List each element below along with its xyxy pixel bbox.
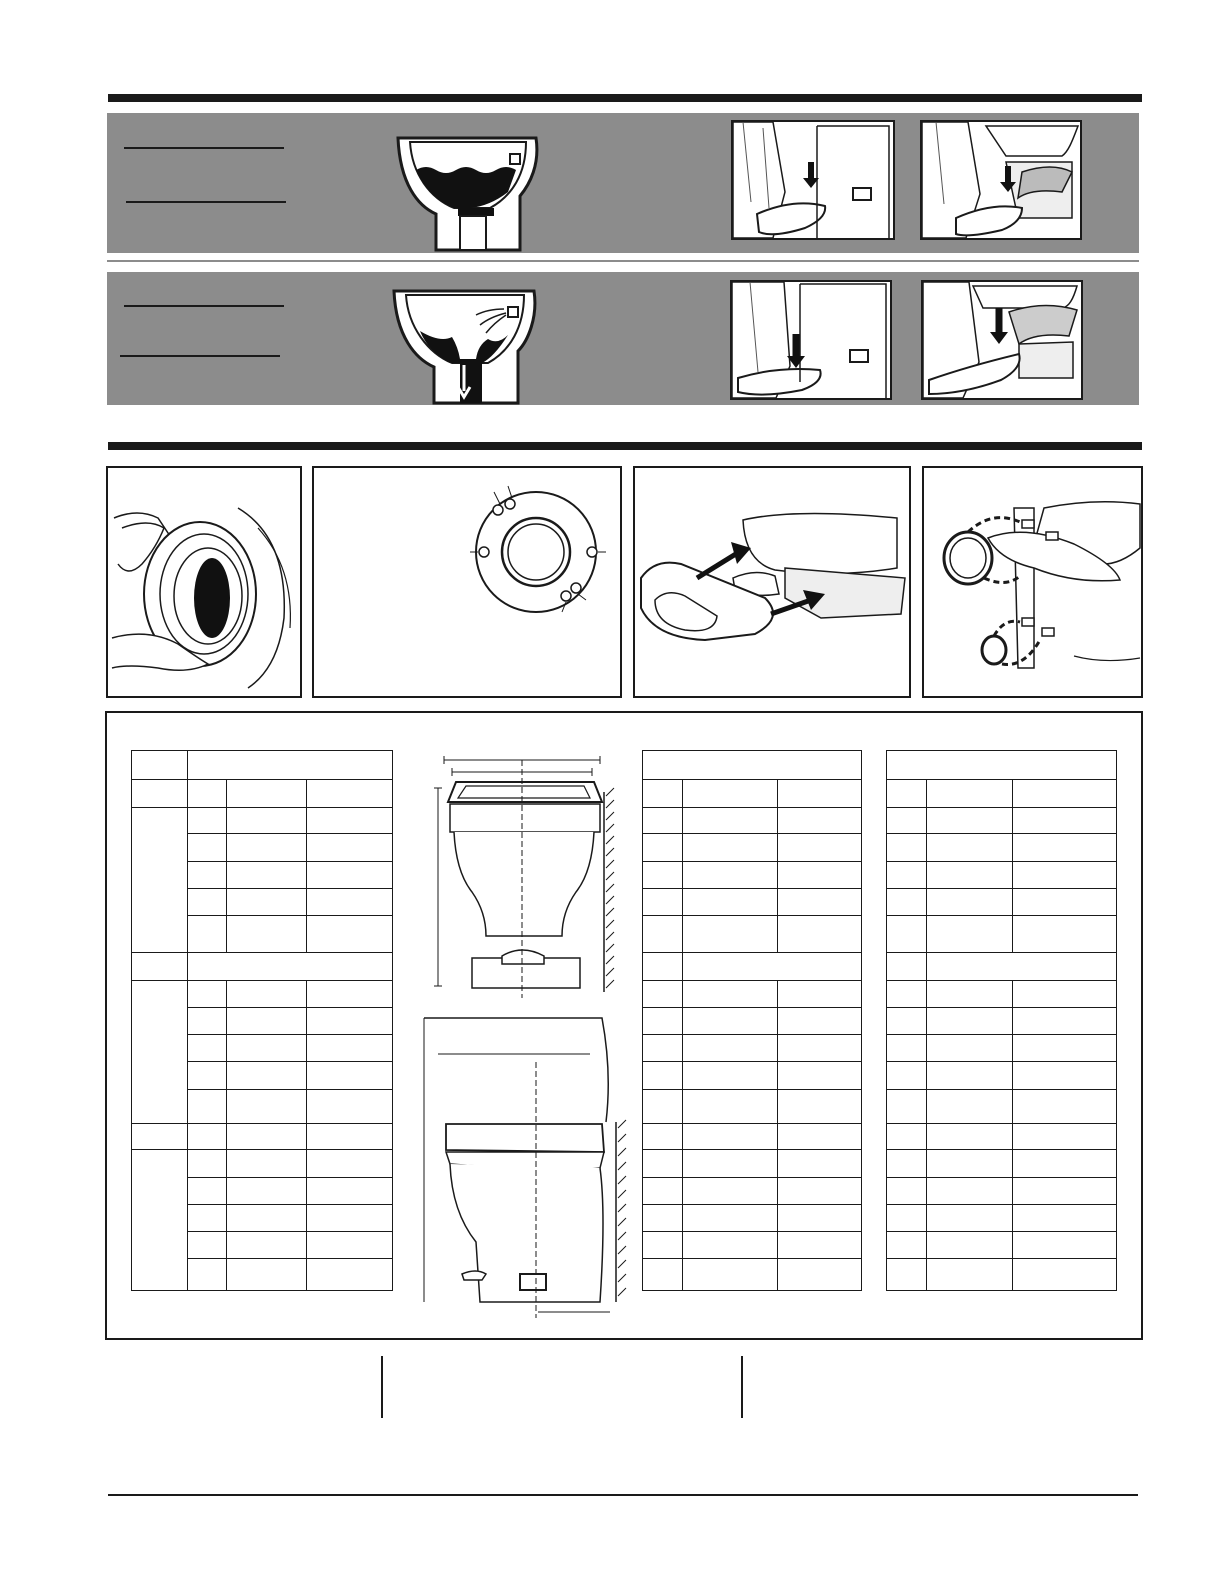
table-cell — [927, 953, 1117, 981]
table-cell — [643, 1259, 683, 1291]
table-cell — [927, 862, 1013, 889]
table-cell — [778, 834, 862, 862]
table-row — [887, 1008, 1117, 1035]
table-cell — [778, 780, 862, 808]
table-cell — [683, 1178, 778, 1205]
table-row — [643, 889, 862, 916]
table-row — [643, 862, 862, 889]
spec-table-middle — [642, 750, 862, 1291]
table-cell — [778, 862, 862, 889]
caption-line-2b — [120, 355, 280, 357]
table-cell — [1013, 1090, 1117, 1124]
foot-pedal-flush-full-icon — [921, 280, 1083, 400]
table-row — [643, 1178, 862, 1205]
table-row — [643, 1090, 862, 1124]
table-cell — [307, 1150, 393, 1178]
table-cell — [643, 1090, 683, 1124]
table-cell — [307, 1259, 393, 1291]
table-cell — [927, 808, 1013, 834]
table-cell — [227, 1062, 307, 1090]
table-cell — [887, 1124, 927, 1150]
table-cell — [227, 808, 307, 834]
table-cell — [887, 1205, 927, 1232]
table-cell — [778, 1090, 862, 1124]
table-cell — [927, 981, 1013, 1008]
table-cell — [643, 1178, 683, 1205]
table-cell — [188, 1062, 227, 1090]
table-cell — [643, 916, 683, 953]
table-cell — [778, 1150, 862, 1178]
table-row — [887, 1205, 1117, 1232]
table-cell — [643, 1205, 683, 1232]
band-separator — [107, 260, 1139, 262]
table-cell — [1013, 1259, 1117, 1291]
table-cell — [1013, 916, 1117, 953]
table-cell — [643, 751, 862, 780]
table-row — [887, 1090, 1117, 1124]
table-cell — [1013, 780, 1117, 808]
table-cell — [927, 1150, 1013, 1178]
table-row — [643, 981, 862, 1008]
table-cell — [887, 1232, 927, 1259]
toilet-side-view-drawing — [420, 1012, 630, 1322]
foot-pedal-flush-press-icon — [730, 280, 892, 400]
bottom-column-divider-1 — [381, 1356, 383, 1418]
table-cell — [643, 953, 683, 981]
panel-flange-seal — [106, 466, 302, 698]
table-cell — [887, 981, 927, 1008]
table-cell — [132, 808, 188, 953]
table-row — [132, 1150, 393, 1178]
bowl-flushing-icon — [390, 287, 540, 405]
table-cell — [132, 1150, 188, 1291]
table-cell — [887, 889, 927, 916]
table-cell — [307, 889, 393, 916]
table-row — [887, 1232, 1117, 1259]
table-cell — [683, 1035, 778, 1062]
table-cell — [188, 808, 227, 834]
table-cell — [227, 1259, 307, 1291]
table-cell — [227, 862, 307, 889]
table-cell — [1013, 834, 1117, 862]
table-cell — [227, 834, 307, 862]
pedal-attach-illustration — [635, 468, 909, 696]
table-cell — [887, 808, 927, 834]
table-cell — [683, 1124, 778, 1150]
table-cell — [1013, 1124, 1117, 1150]
table-cell — [307, 780, 393, 808]
caption-line-2a — [124, 305, 284, 307]
table-cell — [778, 1124, 862, 1150]
table-cell — [778, 1062, 862, 1090]
table-row — [887, 862, 1117, 889]
table-cell — [643, 889, 683, 916]
foot-pedal-full-press-icon — [920, 120, 1082, 240]
table-cell — [188, 1035, 227, 1062]
table-cell — [887, 751, 1117, 780]
table-cell — [188, 1008, 227, 1035]
table-cell — [778, 1178, 862, 1205]
table-cell — [307, 1178, 393, 1205]
table-cell — [1013, 862, 1117, 889]
table-cell — [683, 1205, 778, 1232]
table-row — [643, 1124, 862, 1150]
table-cell — [307, 1062, 393, 1090]
table-cell — [683, 953, 862, 981]
table-row — [643, 916, 862, 953]
table-row — [132, 981, 393, 1008]
table-cell — [227, 1124, 307, 1150]
table-row — [643, 834, 862, 862]
table-row — [643, 1205, 862, 1232]
table-cell — [927, 1008, 1013, 1035]
table-cell — [643, 808, 683, 834]
table-cell — [887, 780, 927, 808]
table-cell — [683, 1232, 778, 1259]
table-row — [132, 1124, 393, 1150]
table-cell — [887, 1259, 927, 1291]
table-cell — [227, 1178, 307, 1205]
table-row — [887, 808, 1117, 834]
table-cell — [643, 780, 683, 808]
table-row — [643, 751, 862, 780]
table-cell — [778, 1035, 862, 1062]
table-cell — [227, 1150, 307, 1178]
table-cell — [778, 1232, 862, 1259]
table-cell — [227, 981, 307, 1008]
table-cell — [307, 1205, 393, 1232]
table-cell — [683, 1062, 778, 1090]
table-cell — [927, 1178, 1013, 1205]
table-cell — [683, 1090, 778, 1124]
table-cell — [307, 834, 393, 862]
table-cell — [683, 808, 778, 834]
table-cell — [643, 834, 683, 862]
table-cell — [307, 1035, 393, 1062]
spec-table-left — [131, 750, 393, 1291]
table-row — [887, 751, 1117, 780]
table-cell — [227, 1205, 307, 1232]
table-cell — [927, 780, 1013, 808]
table-cell — [643, 862, 683, 889]
table-row — [887, 981, 1117, 1008]
table-cell — [307, 1008, 393, 1035]
table-cell — [132, 751, 188, 780]
table-row — [887, 889, 1117, 916]
table-cell — [887, 1008, 927, 1035]
table-cell — [887, 1062, 927, 1090]
table-cell — [778, 1205, 862, 1232]
seal-replace-illustration — [924, 468, 1141, 696]
table-cell — [683, 780, 778, 808]
table-cell — [188, 862, 227, 889]
toilet-front-view-drawing — [432, 752, 622, 998]
table-cell — [132, 1124, 188, 1150]
table-row — [132, 953, 393, 981]
table-row — [643, 1232, 862, 1259]
table-cell — [643, 1124, 683, 1150]
table-cell — [683, 862, 778, 889]
table-cell — [778, 889, 862, 916]
table-cell — [1013, 1178, 1117, 1205]
table-cell — [188, 1124, 227, 1150]
table-cell — [683, 1008, 778, 1035]
table-cell — [307, 1124, 393, 1150]
table-cell — [927, 916, 1013, 953]
table-cell — [188, 1232, 227, 1259]
table-cell — [132, 780, 188, 808]
table-cell — [307, 916, 393, 953]
table-cell — [227, 1035, 307, 1062]
table-cell — [188, 981, 227, 1008]
table-cell — [188, 889, 227, 916]
caption-line-1a — [124, 147, 284, 149]
table-row — [643, 953, 862, 981]
table-cell — [227, 916, 307, 953]
table-cell — [188, 1205, 227, 1232]
table-cell — [887, 834, 927, 862]
table-row — [132, 751, 393, 780]
table-cell — [307, 862, 393, 889]
table-cell — [778, 808, 862, 834]
table-cell — [683, 981, 778, 1008]
section-rule-2 — [108, 442, 1142, 450]
table-row — [643, 1035, 862, 1062]
table-cell — [887, 953, 927, 981]
table-cell — [1013, 1150, 1117, 1178]
bowl-water-sealed-icon — [390, 134, 540, 252]
floor-flange-illustration — [314, 468, 620, 696]
table-cell — [927, 889, 1013, 916]
table-cell — [683, 1259, 778, 1291]
table-cell — [927, 1205, 1013, 1232]
table-cell — [307, 1090, 393, 1124]
table-cell — [643, 981, 683, 1008]
table-cell — [227, 780, 307, 808]
table-row — [643, 1150, 862, 1178]
table-cell — [887, 1035, 927, 1062]
table-row — [887, 1150, 1117, 1178]
table-cell — [188, 1178, 227, 1205]
table-cell — [188, 953, 393, 981]
table-row — [887, 953, 1117, 981]
table-row — [132, 780, 393, 808]
table-cell — [188, 916, 227, 953]
foot-pedal-partial-press-icon — [731, 120, 895, 240]
table-cell — [227, 1008, 307, 1035]
caption-line-1b — [126, 201, 286, 203]
table-row — [887, 1178, 1117, 1205]
table-cell — [643, 1232, 683, 1259]
table-cell — [887, 1150, 927, 1178]
table-row — [643, 1008, 862, 1035]
table-cell — [1013, 981, 1117, 1008]
table-cell — [188, 1090, 227, 1124]
table-cell — [227, 1232, 307, 1259]
table-row — [887, 834, 1117, 862]
table-cell — [683, 916, 778, 953]
flange-seal-illustration — [108, 468, 300, 696]
table-cell — [188, 751, 393, 780]
table-cell — [1013, 889, 1117, 916]
table-row — [643, 1062, 862, 1090]
table-cell — [188, 1150, 227, 1178]
table-cell — [887, 916, 927, 953]
table-cell — [683, 1150, 778, 1178]
table-cell — [927, 1259, 1013, 1291]
table-row — [887, 1124, 1117, 1150]
table-cell — [1013, 1205, 1117, 1232]
table-cell — [927, 1232, 1013, 1259]
spec-table-right — [886, 750, 1117, 1291]
table-cell — [307, 1232, 393, 1259]
table-row — [643, 808, 862, 834]
table-cell — [927, 1090, 1013, 1124]
table-cell — [887, 1178, 927, 1205]
table-row — [887, 1035, 1117, 1062]
table-row — [887, 1062, 1117, 1090]
table-cell — [927, 1062, 1013, 1090]
table-cell — [1013, 1008, 1117, 1035]
table-cell — [132, 953, 188, 981]
table-cell — [643, 1035, 683, 1062]
table-cell — [927, 1124, 1013, 1150]
panel-floor-flange — [312, 466, 622, 698]
table-cell — [1013, 1035, 1117, 1062]
top-section-rule — [108, 94, 1142, 102]
table-row — [887, 780, 1117, 808]
table-cell — [188, 834, 227, 862]
table-cell — [643, 1062, 683, 1090]
table-cell — [307, 808, 393, 834]
table-cell — [132, 981, 188, 1124]
table-cell — [887, 1090, 927, 1124]
table-cell — [1013, 808, 1117, 834]
table-cell — [1013, 1232, 1117, 1259]
table-row — [643, 1259, 862, 1291]
footer-rule — [108, 1494, 1138, 1496]
table-cell — [778, 1259, 862, 1291]
table-cell — [643, 1150, 683, 1178]
table-cell — [188, 1259, 227, 1291]
table-cell — [927, 834, 1013, 862]
table-cell — [188, 780, 227, 808]
table-cell — [927, 1035, 1013, 1062]
table-row — [132, 808, 393, 834]
table-cell — [643, 1008, 683, 1035]
table-cell — [1013, 1062, 1117, 1090]
table-cell — [778, 916, 862, 953]
table-cell — [227, 1090, 307, 1124]
table-cell — [683, 834, 778, 862]
table-row — [887, 916, 1117, 953]
table-cell — [307, 981, 393, 1008]
table-cell — [227, 889, 307, 916]
panel-seal-replace — [922, 466, 1143, 698]
table-cell — [778, 1008, 862, 1035]
bottom-column-divider-2 — [741, 1356, 743, 1418]
table-cell — [683, 889, 778, 916]
panel-pedal-attach — [633, 466, 911, 698]
table-cell — [778, 981, 862, 1008]
table-cell — [887, 862, 927, 889]
table-row — [887, 1259, 1117, 1291]
table-row — [643, 780, 862, 808]
